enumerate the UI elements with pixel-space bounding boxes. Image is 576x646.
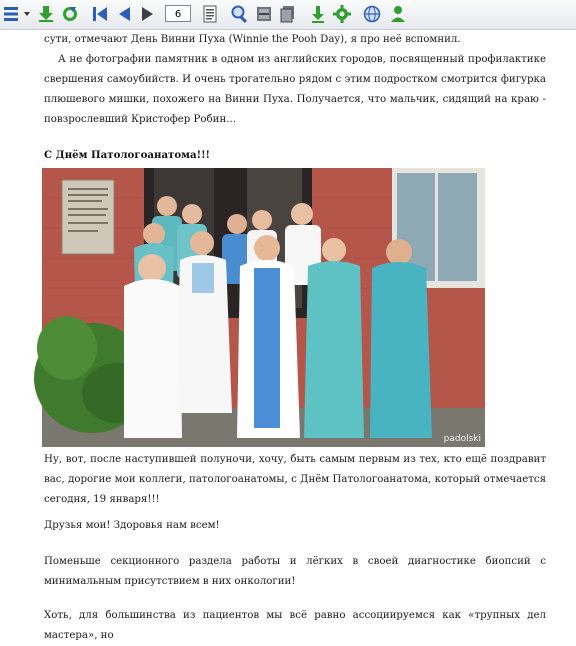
reader-toolbar (0, 0, 576, 30)
article-photo (42, 168, 485, 447)
page-number-input[interactable]: 6 (165, 5, 191, 22)
menu-icon[interactable] (2, 4, 22, 24)
download-arrow-icon[interactable] (308, 4, 328, 24)
article-paragraph: Поменьше секционного раздела работы и лёгких в своей диагностике биопсий с минимальным присутствием в них онкологии! (44, 556, 546, 587)
first-page-icon[interactable] (90, 4, 110, 24)
settings-icon[interactable] (332, 4, 352, 24)
document-page (0, 30, 576, 641)
user-icon[interactable] (388, 4, 408, 24)
article-paragraph: сути, отмечают День Винни Пуха (Winnie the Pooh Day), я про неё вспомнил. (44, 34, 461, 45)
article-paragraph: Ну, вот, после наступившей полуночи, хочу, быть самым первым из тех, кто ещё поздравит вас, дорогие мои коллеги, патологоанатомы, с Днём Патологоанатома, который отмечается сегодня, 19 января!!! (44, 454, 546, 505)
article-heading: С Днём Патологоанатома!!! (44, 149, 211, 161)
article-paragraph: Друзья мои! Здоровья нам всем! (44, 520, 220, 531)
refresh-icon[interactable] (60, 4, 80, 24)
scan-icon[interactable] (254, 4, 274, 24)
photo-watermark: padolski (443, 434, 481, 444)
next-page-icon[interactable] (138, 4, 158, 24)
dropdown-arrow-icon[interactable] (22, 4, 32, 24)
globe-icon[interactable] (362, 4, 382, 24)
article-paragraph: А не фотографии памятник в одном из английских городов, посвященный профилактике свершения самоубийств. И очень трогательно рядом с этим подростком смотрится фигурка плюшевого мишки, похожего на Винни Пуха. Получается, что мальчик, сидящий на краю - повзрослевший Кристофер Робин... (44, 54, 546, 125)
copy-icon[interactable] (278, 4, 298, 24)
document-icon[interactable] (200, 4, 220, 24)
download-icon[interactable] (36, 4, 56, 24)
zoom-icon[interactable] (230, 4, 250, 24)
previous-page-icon[interactable] (114, 4, 134, 24)
article-paragraph: Хоть, для большинства из пациентов мы всё равно ассоциируемся как «трупных дел мастера», но (44, 610, 546, 641)
